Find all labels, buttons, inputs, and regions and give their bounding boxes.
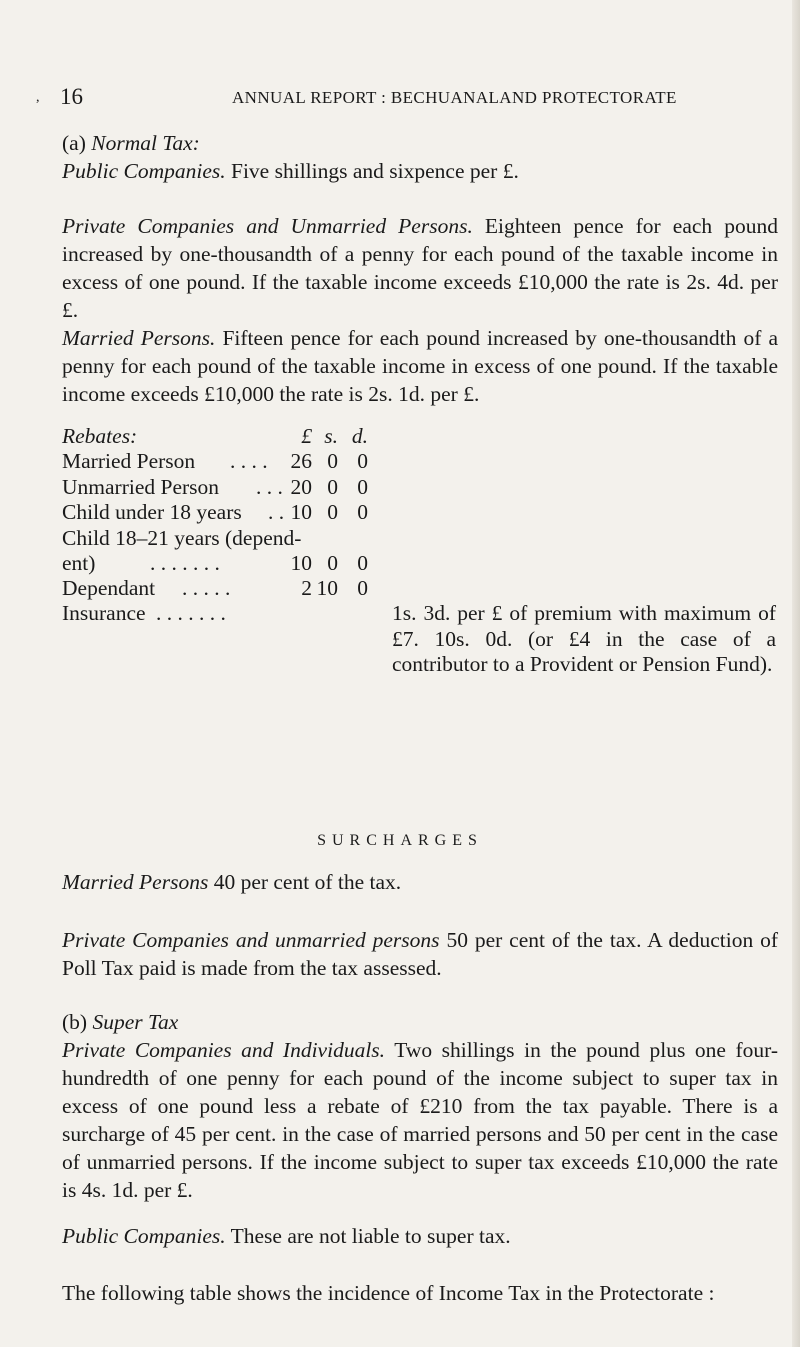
rebates-heading: Rebates:: [62, 424, 138, 448]
married-persons-label: Married Persons.: [62, 326, 216, 350]
rebate-pounds: 2: [301, 576, 312, 600]
section-letter-b: (b): [62, 1010, 88, 1034]
insurance-row: [62, 601, 392, 627]
surcharge-married-text: 40 per cent of the tax.: [213, 870, 402, 894]
surcharge-private-paragraph: [62, 926, 778, 982]
super-tax-title: Super Tax: [92, 1010, 179, 1034]
rebate-shillings: 0: [327, 475, 338, 499]
closing-paragraph: The following table shows the incidence of Income Tax in the Protectorate :: [62, 1281, 715, 1305]
rebate-pence: 0: [357, 551, 368, 575]
rebate-shillings: 10: [316, 576, 338, 600]
rebate-name-line1: Child 18–21 years (depend-: [62, 526, 302, 550]
super-tax-heading: [62, 1008, 778, 1036]
normal-tax-title: Normal Tax:: [91, 131, 200, 155]
rebate-pounds: 20: [290, 475, 312, 499]
leader-dots: . . . . . . .: [150, 551, 220, 575]
surcharge-private-text: 50 per cent of the tax. A deduction of Poll Tax paid is made from the tax assessed.: [62, 928, 779, 980]
super-tax-public-paragraph: [62, 1222, 778, 1250]
col-shillings-header: s.: [324, 424, 338, 448]
super-tax-public-text: These are not liable to super tax.: [230, 1224, 511, 1248]
rebates-table: [62, 424, 778, 764]
married-persons-text: Fifteen pence for each pound increased by one-thousandth of a penny for each pound of the taxable income in excess of one pound. If the taxable income exceeds £10,000 the rate is 2s. 1d. per £.: [62, 326, 779, 406]
insurance-rebate-text: 1s. 3d. per £ of premium with maximum of £7. 10s. 0d. (or £4 in the case of a contributor to a Provident or Pension Fund).: [392, 601, 776, 676]
super-tax-public-label: Public Companies.: [62, 1224, 226, 1248]
rebate-shillings: 0: [327, 551, 338, 575]
header-title: ANNUAL REPORT : BECHUANALAND PROTECTORATE: [232, 88, 677, 107]
public-companies-label: Public Companies.: [62, 159, 226, 183]
surcharge-married-label: Married Persons: [62, 870, 209, 894]
table-row: [62, 500, 778, 526]
leader-dots: . .: [268, 500, 285, 524]
public-companies-paragraph: [62, 157, 778, 185]
rebate-name: Unmarried Person: [62, 475, 220, 499]
leader-dots: . . .: [256, 475, 283, 499]
private-companies-paragraph: [62, 212, 778, 324]
rebate-name: Dependant: [62, 576, 156, 600]
super-tax-private-text: Two shillings in the pound plus one four-hundredth of one penny for each pound of the income subject to super tax in excess of one pound less a rebate of £210 from the tax payable. There is a surcharge of 45 per cent. in the case of married persons and 50 per cent in the case of unmarried persons. If the income subject to super tax exceeds £10,000 the rate is 4s. 1d. per £.: [62, 1038, 778, 1202]
leader-dots: . . . . . . .: [156, 601, 226, 625]
surcharges-heading: SURCHARGES: [317, 832, 483, 849]
page-edge-shadow: [792, 0, 800, 1347]
private-companies-text: Eighteen pence for each pound increased by one-thousandth of a penny for each pound of the taxable income in excess of one pound. If the taxable income exceeds £10,000 the rate is 2s. 4d. per £.: [62, 214, 778, 322]
super-tax-private-paragraph: [62, 1036, 778, 1204]
surcharge-married-paragraph: [62, 868, 778, 896]
running-header: [36, 84, 772, 114]
col-pence-header: d.: [351, 424, 368, 448]
rebate-pence: 0: [357, 475, 368, 499]
rebate-pounds: 10: [290, 551, 312, 575]
col-pounds-header: £: [301, 424, 312, 448]
rebate-name: Married Person: [62, 449, 196, 473]
table-row: [62, 551, 778, 577]
rebate-pounds: 10: [290, 500, 312, 524]
section-letter-a: (a): [62, 131, 86, 155]
public-companies-text: Five shillings and sixpence per £.: [231, 159, 519, 183]
page-number: 16: [60, 84, 83, 109]
leader-dots: . . . .: [230, 449, 268, 473]
rebate-name: Child under 18 years: [62, 500, 242, 524]
rebate-shillings: 0: [327, 500, 338, 524]
table-row: [62, 449, 778, 475]
rebate-pence: 0: [357, 449, 368, 473]
rebate-shillings: 0: [327, 449, 338, 473]
table-row: [62, 475, 778, 501]
rebate-pence: 0: [357, 500, 368, 524]
normal-tax-heading: [62, 129, 778, 157]
rebate-name: ent): [62, 551, 96, 575]
rebate-pence: 0: [357, 576, 368, 600]
rebate-pounds: 26: [290, 449, 312, 473]
surcharge-private-label: Private Companies and unmarried persons: [62, 928, 440, 952]
married-persons-paragraph: [62, 324, 778, 408]
table-row: [62, 576, 778, 602]
super-tax-private-label: Private Companies and Individuals.: [62, 1038, 386, 1062]
margin-mark: ,: [36, 90, 40, 105]
rebate-name: Insurance: [62, 601, 146, 625]
table-row-wrapped-label: [62, 526, 778, 552]
private-companies-label: Private Companies and Unmarried Persons.: [62, 214, 473, 238]
leader-dots: . . . . .: [182, 576, 231, 600]
